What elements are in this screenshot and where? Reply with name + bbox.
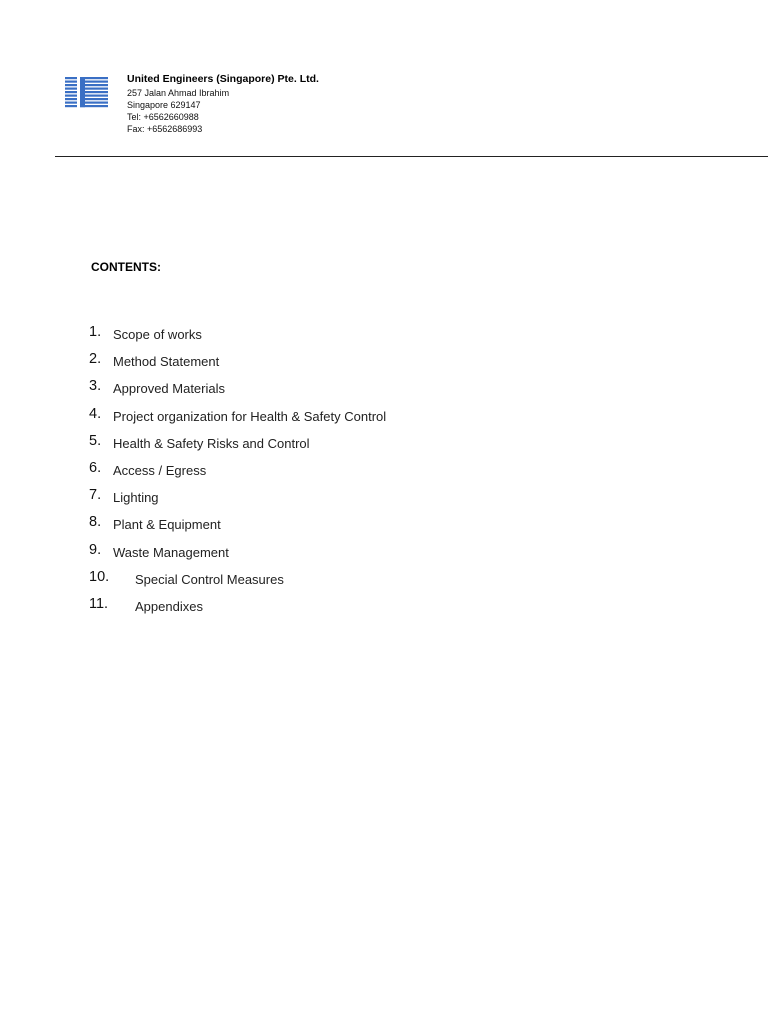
contents-item-label: Access / Egress	[113, 463, 207, 478]
contents-item-number: 6.	[89, 460, 102, 476]
contents-item-number: 2.	[89, 351, 102, 367]
contents-item-label: Waste Management	[113, 545, 229, 560]
company-name: United Engineers (Singapore) Pte. Ltd.	[127, 73, 319, 85]
contents-item-label: Special Control Measures	[135, 572, 284, 587]
contents-item-number: 4.	[89, 406, 102, 422]
contents-item-label: Method Statement	[113, 354, 220, 369]
contents-item-label: Health & Safety Risks and Control	[113, 436, 310, 451]
fax: Fax: +6562686993	[127, 124, 203, 134]
telephone: Tel: +6562660988	[127, 112, 199, 122]
contents-item-number: 7.	[89, 487, 102, 503]
contents-item-label: Plant & Equipment	[113, 517, 221, 532]
address-city: Singapore 629147	[127, 100, 201, 110]
contents-item-label: Scope of works	[113, 327, 202, 342]
contents-item-label: Project organization for Health & Safety Control	[113, 409, 387, 424]
contents-item-number: 8.	[89, 514, 102, 530]
contents-item-number: 9.	[89, 542, 102, 558]
contents-item-label: Appendixes	[135, 599, 203, 614]
address-street: 257 Jalan Ahmad Ibrahim	[127, 88, 230, 98]
contents-item-number: 3.	[89, 378, 102, 394]
contents-item-number: 5.	[89, 433, 102, 449]
contents-item-number: 10.	[89, 569, 110, 585]
contents-item-label: Approved Materials	[113, 381, 225, 396]
contents-item-label: Lighting	[113, 490, 159, 505]
contents-heading: CONTENTS:	[91, 260, 161, 274]
contents-item-number: 1.	[89, 324, 102, 340]
contents-item-number: 11.	[89, 596, 109, 612]
